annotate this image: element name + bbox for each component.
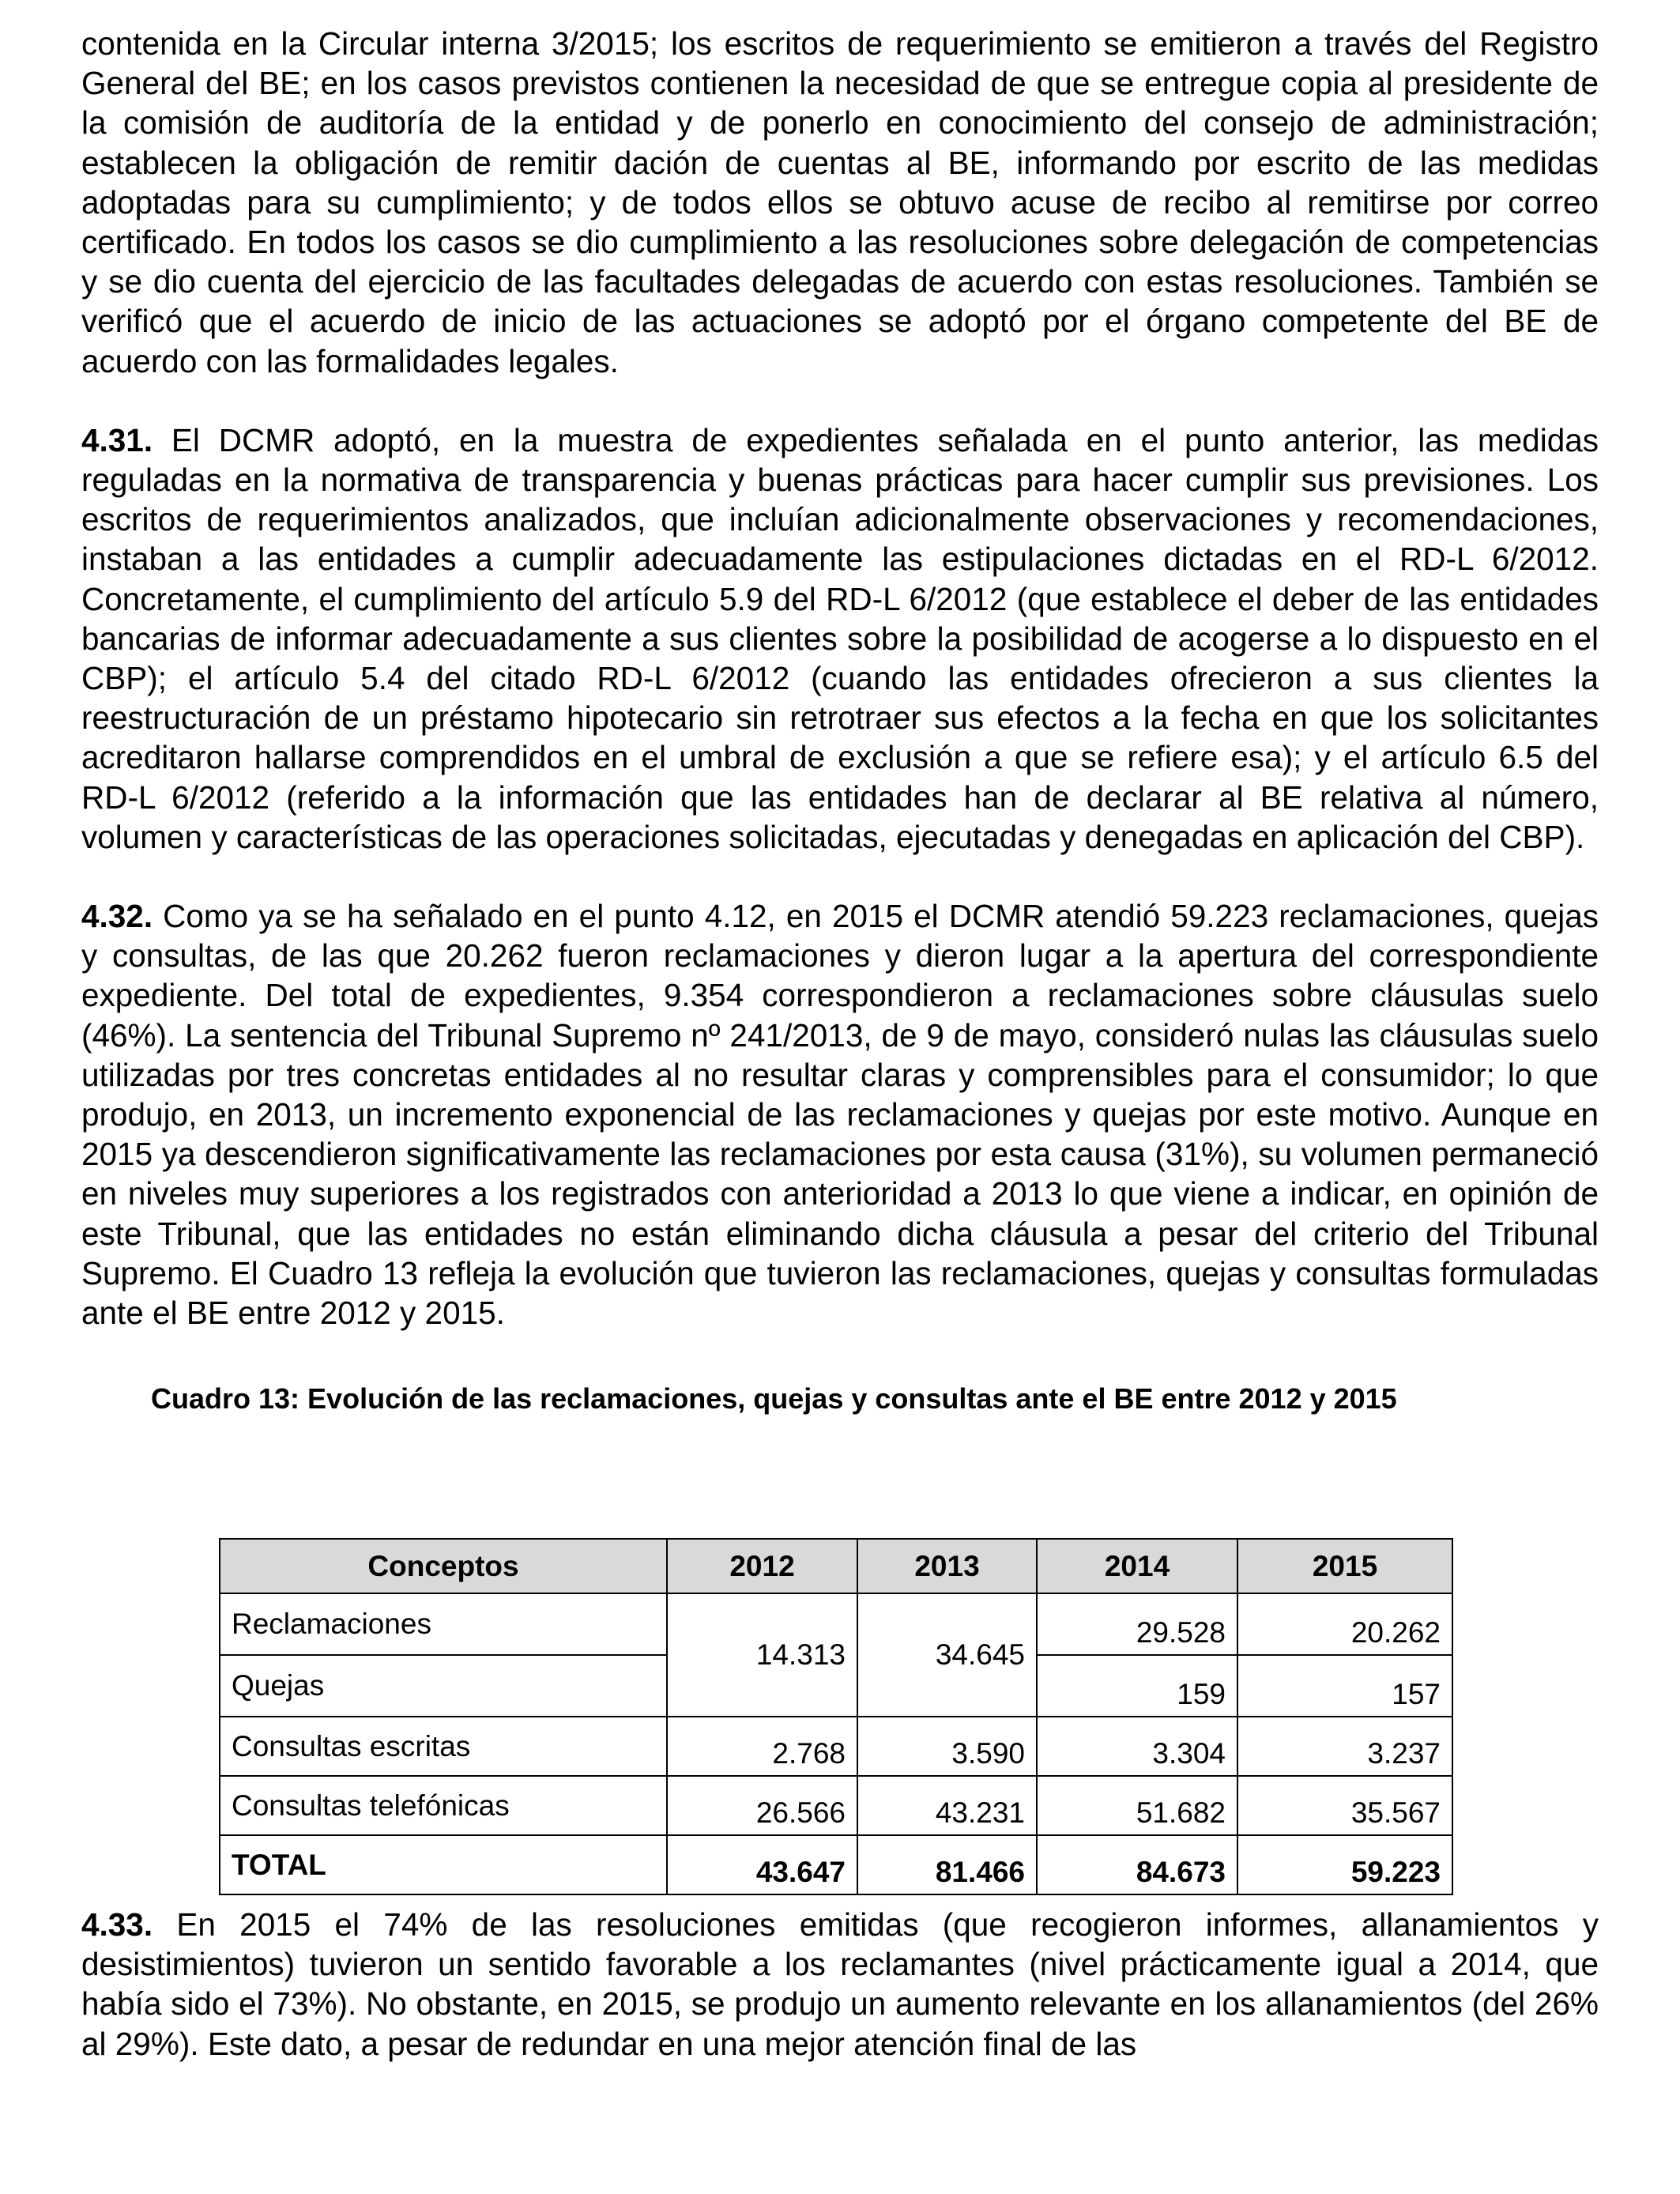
caption-number: Cuadro 13:: [151, 1382, 300, 1416]
table-row-consultas-escritas: [220, 1717, 1452, 1776]
table-row-reclamaciones: [220, 1593, 1452, 1655]
cell-2012: 26.566: [667, 1776, 857, 1835]
cell-2013-merged: 34.645: [857, 1593, 1037, 1717]
cell-2012: 2.768: [667, 1717, 857, 1776]
cell-2014: 51.682: [1037, 1776, 1237, 1835]
cell-2013: 43.231: [857, 1776, 1037, 1835]
paragraph-text: Como ya se ha señalado en el punto 4.12, en 2015 el DCMR atendió 59.223 reclamaciones, quejas y consultas, de las que 20.262 fueron reclamaciones y dieron lugar a la apertura del correspondiente expediente. Del total de expedientes, 9.354 correspondieron a reclamaciones sobre cláusulas suelo (46%). La sentencia del Tribunal Supremo nº 241/2013, de 9 de mayo, consideró nulas las cláusulas suelo utilizadas por tres concretas entidades al no resultar claras y comprensibles para el consumidor; lo que produjo, en 2013, un incremento exponencial de las reclamaciones y quejas por este motivo. Aunque en 2015 ya descendieron significativamente las reclamaciones por esta causa (31%), su volumen permaneció en niveles muy superiores a los registrados con anterioridad a 2013 lo que viene a indicar, en opinión de este Tribunal, que las entidades no están eliminando dicha cláusula a pesar del criterio del Tribunal Supremo. El Cuadro 13 refleja la evolución que tuvieron las reclamaciones, quejas y consultas formuladas ante el BE entre 2012 y 2015.: [81, 898, 1599, 1332]
header-2012: 2012: [667, 1539, 857, 1593]
cell-2015: 35.567: [1237, 1776, 1452, 1835]
row-label: Quejas: [220, 1655, 667, 1717]
cell-2015: 157: [1237, 1655, 1452, 1717]
row-label: TOTAL: [220, 1835, 667, 1894]
table-caption: [151, 1382, 1599, 1416]
row-label: Reclamaciones: [220, 1593, 667, 1655]
row-label: Consultas telefónicas: [220, 1776, 667, 1835]
header-conceptos: Conceptos: [220, 1539, 667, 1593]
cuadro-13-table: [219, 1538, 1453, 1895]
cell-2015: 59.223: [1237, 1835, 1452, 1894]
table-row-total: [220, 1835, 1452, 1894]
table-row-consultas-telefonicas: [220, 1776, 1452, 1835]
cell-2012-merged: 14.313: [667, 1593, 857, 1717]
paragraph-text: En 2015 el 74% de las resoluciones emitidas (que recogieron informes, allanamientos y desistimientos) tuvieron un sentido favorable a los reclamantes (nivel prácticamente igual a 2014, que había sido el 73%). No obstante, en 2015, se produjo un aumento relevante en los allanamientos (del 26% al 29%). Este dato, a pesar de redundar en una mejor atención final de las: [81, 1906, 1599, 2062]
cell-2014: 159: [1037, 1655, 1237, 1717]
cell-2015: 20.262: [1237, 1593, 1452, 1655]
header-2014: 2014: [1037, 1539, 1237, 1593]
cell-2014: 29.528: [1037, 1593, 1237, 1655]
cell-2012: 43.647: [667, 1835, 857, 1894]
cell-2014: 84.673: [1037, 1835, 1237, 1894]
row-label: Consultas escritas: [220, 1717, 667, 1776]
paragraph-text: contenida en la Circular interna 3/2015; los escritos de requerimiento se emitieron a través del Registro General del BE; en los casos previstos contienen la necesidad de que se entregue copia al presidente de la comisión de auditoría de la entidad y de ponerlo en conocimiento del consejo de administración; establecen la obligación de remitir dación de cuentas al BE, informando por escrito de las medidas adoptadas para su cumplimiento; y de todos ellos se obtuvo acuse de recibo al remitirse por correo certificado. En todos los casos se dio cumplimiento a las resoluciones sobre delegación de competencias y se dio cuenta del ejercicio de las facultades delegadas de acuerdo con estas resoluciones. También se verificó que el acuerdo de inicio de las actuaciones se adoptó por el órgano competente del BE de acuerdo con las formalidades legales.: [81, 25, 1599, 379]
paragraph-text: El DCMR adoptó, en la muestra de expedientes señalada en el punto anterior, las medidas reguladas en la normativa de transparencia y buenas prácticas para hacer cumplir sus previsiones. Los escritos de requerimientos analizados, que incluían adicionalmente observaciones y recomendaciones, instaban a las entidades a cumplir adecuadamente las estipulaciones dictadas en el RD-L 6/2012. Concretamente, el cumplimiento del artículo 5.9 del RD-L 6/2012 (que establece el deber de las entidades bancarias de informar adecuadamente a sus clientes sobre la posibilidad de acogerse a lo dispuesto en el CBP); el artículo 5.4 del citado RD-L 6/2012 (cuando las entidades ofrecieron a sus clientes la reestructuración de un préstamo hipotecario sin retrotraer sus efectos a la fecha en que los solicitantes acreditaron hallarse comprendidos en el umbral de exclusión a que se refiere esa); y el artículo 6.5 del RD-L 6/2012 (referido a la información que las entidades han de declarar al BE relativa al número, volumen y características de las operaciones solicitadas, ejecutadas y denegadas en aplicación del CBP).: [81, 421, 1599, 855]
header-2015: 2015: [1237, 1539, 1452, 1593]
paragraph-4-33: [81, 1905, 1599, 2064]
caption-title: Evolución de las reclamaciones, quejas y consultas ante el BE entre 2012 y 2015: [299, 1382, 1397, 1416]
paragraph-4-32: [81, 896, 1599, 1333]
cell-2013: 81.466: [857, 1835, 1037, 1894]
cell-2015: 3.237: [1237, 1717, 1452, 1776]
table-header-row: [220, 1539, 1452, 1593]
paragraph-number: 4.31.: [81, 421, 153, 458]
paragraph-number: 4.32.: [81, 898, 153, 935]
header-2013: 2013: [857, 1539, 1037, 1593]
paragraph-4-31: [81, 420, 1599, 857]
cell-2013: 3.590: [857, 1717, 1037, 1776]
document-body: [81, 24, 1599, 1416]
paragraph-number: 4.33.: [81, 1906, 153, 1943]
document-body-after-table: [81, 1905, 1599, 2064]
paragraph-continuation: [81, 24, 1599, 381]
cell-2014: 3.304: [1037, 1717, 1237, 1776]
